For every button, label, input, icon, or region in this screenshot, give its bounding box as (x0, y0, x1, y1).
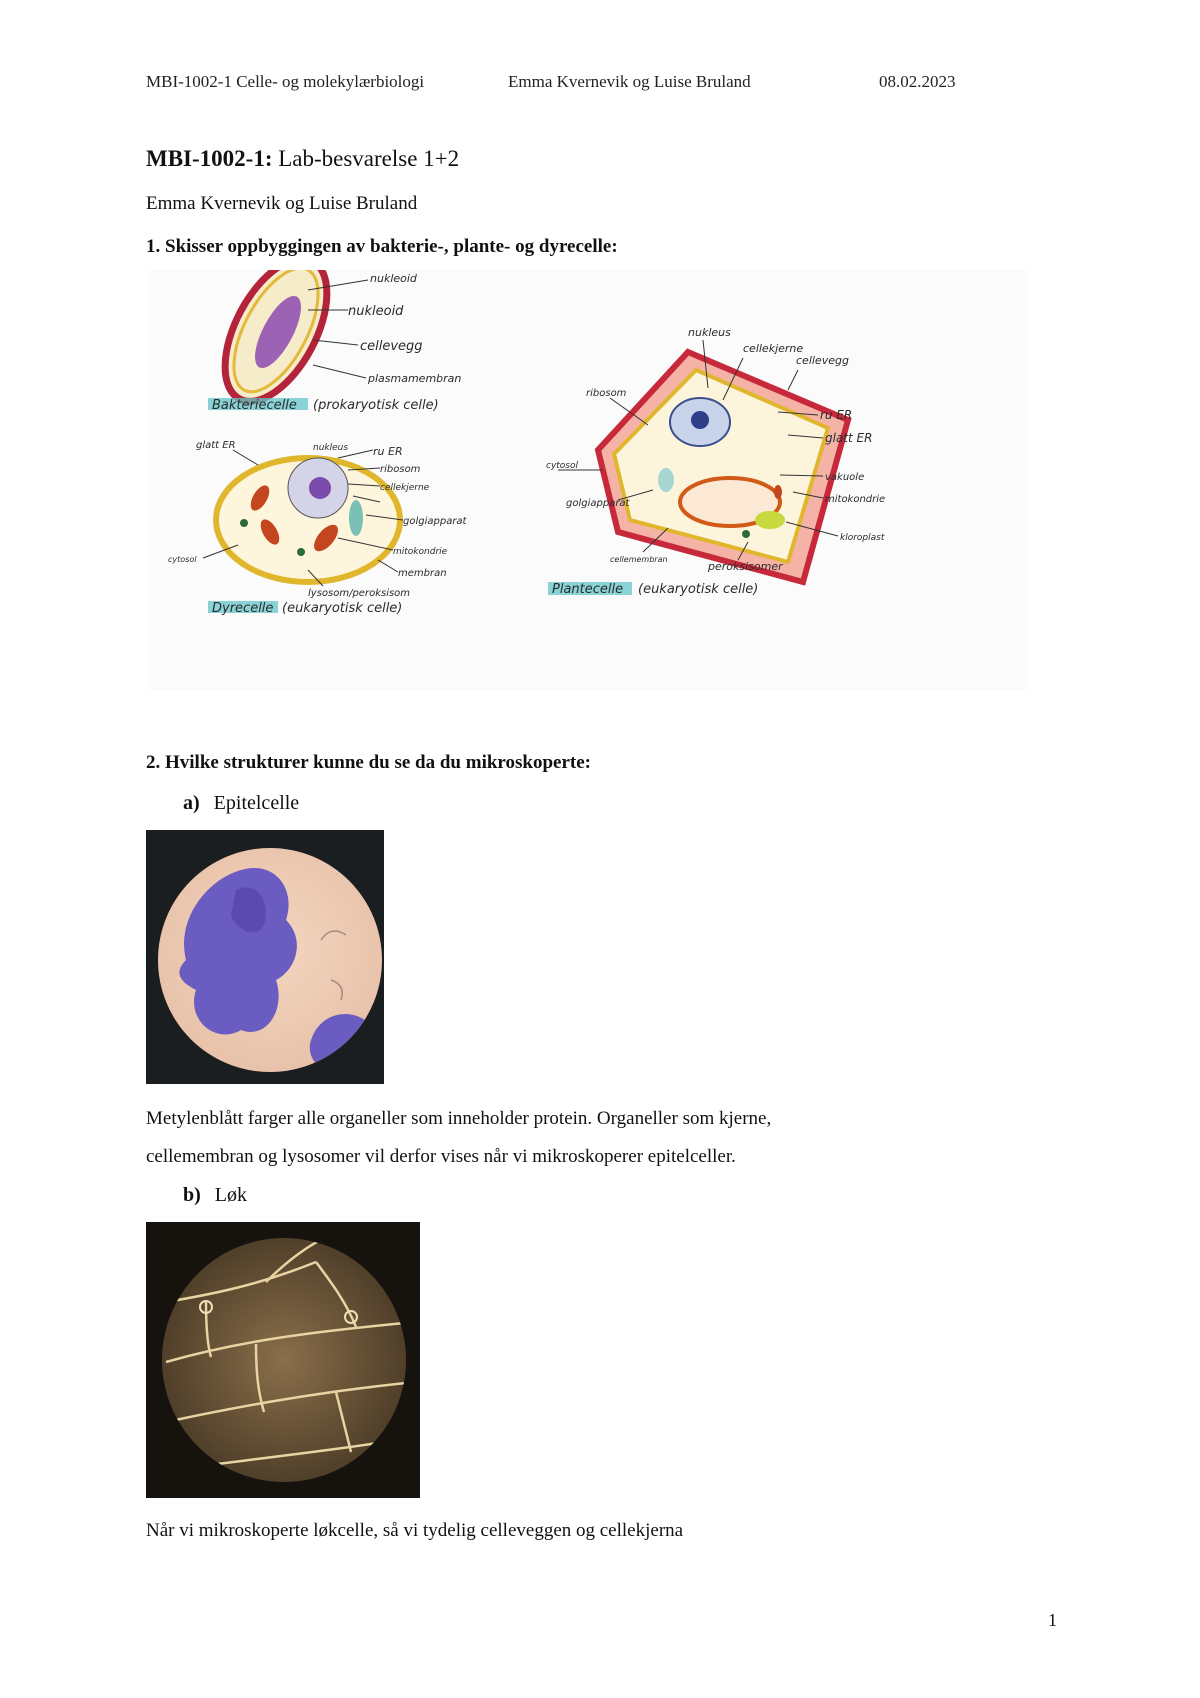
plant-label: nukleus (688, 326, 731, 339)
animal-label: ru ER (373, 445, 403, 458)
plant-label: cytosol (546, 461, 579, 471)
animal-label: cellekjerne (380, 483, 430, 493)
plant-label: ru ER (820, 408, 853, 422)
document-title (146, 146, 459, 172)
plant-caption-highlight: Plantecelle (552, 582, 624, 597)
subsection-a-label: Epitelcelle (213, 792, 300, 814)
animal-label: glatt ER (196, 440, 236, 451)
plant-label: cellekjerne (743, 342, 804, 355)
epithelial-text-line-1: Metylenblått farger alle organeller som inneholder protein. Organeller som kjerne, (146, 1108, 772, 1129)
section-1-heading: 1. Skisser oppbyggingen av bakterie-, plante- og dyrecelle: (146, 236, 618, 257)
plant-label: peroksisomer (708, 560, 783, 573)
animal-label: golgiapparat (403, 516, 467, 527)
bacteria-label: nukleoid (370, 272, 417, 285)
epithelial-micrograph (146, 830, 384, 1084)
epithelial-text-line-2: cellemembran og lysosomer vil derfor vises når vi mikroskoperer epitelceller. (146, 1146, 736, 1167)
bacteria-label: nukleoid (348, 304, 404, 319)
subsection-b (183, 1184, 247, 1207)
plant-label: cellevegg (796, 354, 849, 367)
animal-label: ribosom (380, 464, 421, 475)
plant-label: cellemembran (610, 555, 668, 564)
header-course: MBI-1002-1 Celle- og molekylærbiologi (146, 72, 425, 91)
subsection-a-letter: a) (183, 792, 200, 814)
subsection-a (183, 792, 299, 815)
animal-label: mitokondrie (393, 547, 448, 557)
title-code: MBI-1002-1: (146, 146, 273, 171)
plant-label: glatt ER (825, 431, 873, 445)
subsection-b-letter: b) (183, 1184, 201, 1206)
animal-label: membran (398, 568, 447, 579)
page-number: 1 (1048, 1610, 1057, 1630)
section-2-heading: 2. Hvilke strukturer kunne du se da du mikroskoperte: (146, 752, 591, 773)
onion-text: Når vi mikroskoperte løkcelle, så vi tydelig celleveggen og cellekjerna (146, 1520, 684, 1541)
bacteria-caption: (prokaryotisk celle) (313, 398, 439, 413)
header-authors: Emma Kvernevik og Luise Bruland (508, 72, 751, 91)
animal-caption: (eukaryotisk celle) (282, 601, 403, 616)
plant-label: mitokondrie (825, 494, 886, 505)
bacteria-label: cellevegg (360, 339, 423, 354)
plant-label: kloroplast (840, 533, 885, 543)
animal-caption-highlight: Dyrecelle (212, 601, 274, 616)
title-text: Lab-besvarelse 1+2 (278, 146, 460, 171)
authors-line: Emma Kvernevik og Luise Bruland (146, 193, 418, 214)
animal-label: nukleus (313, 443, 349, 453)
bacteria-caption-highlight: Bakteriecelle (212, 398, 297, 413)
cell-sketches-figure (148, 270, 1028, 690)
plant-label: golgiapparat (566, 498, 630, 509)
animal-label: lysosom/peroksisom (308, 588, 411, 599)
header-date: 08.02.2023 (879, 72, 956, 91)
plant-label: ribosom (586, 388, 627, 399)
plant-caption: (eukaryotisk celle) (638, 582, 759, 597)
onion-micrograph (146, 1222, 420, 1498)
bacteria-label: plasmamembran (368, 372, 462, 385)
subsection-b-label: Løk (214, 1184, 248, 1206)
plant-label: vakuole (825, 472, 865, 483)
animal-label: cytosol (168, 555, 197, 564)
